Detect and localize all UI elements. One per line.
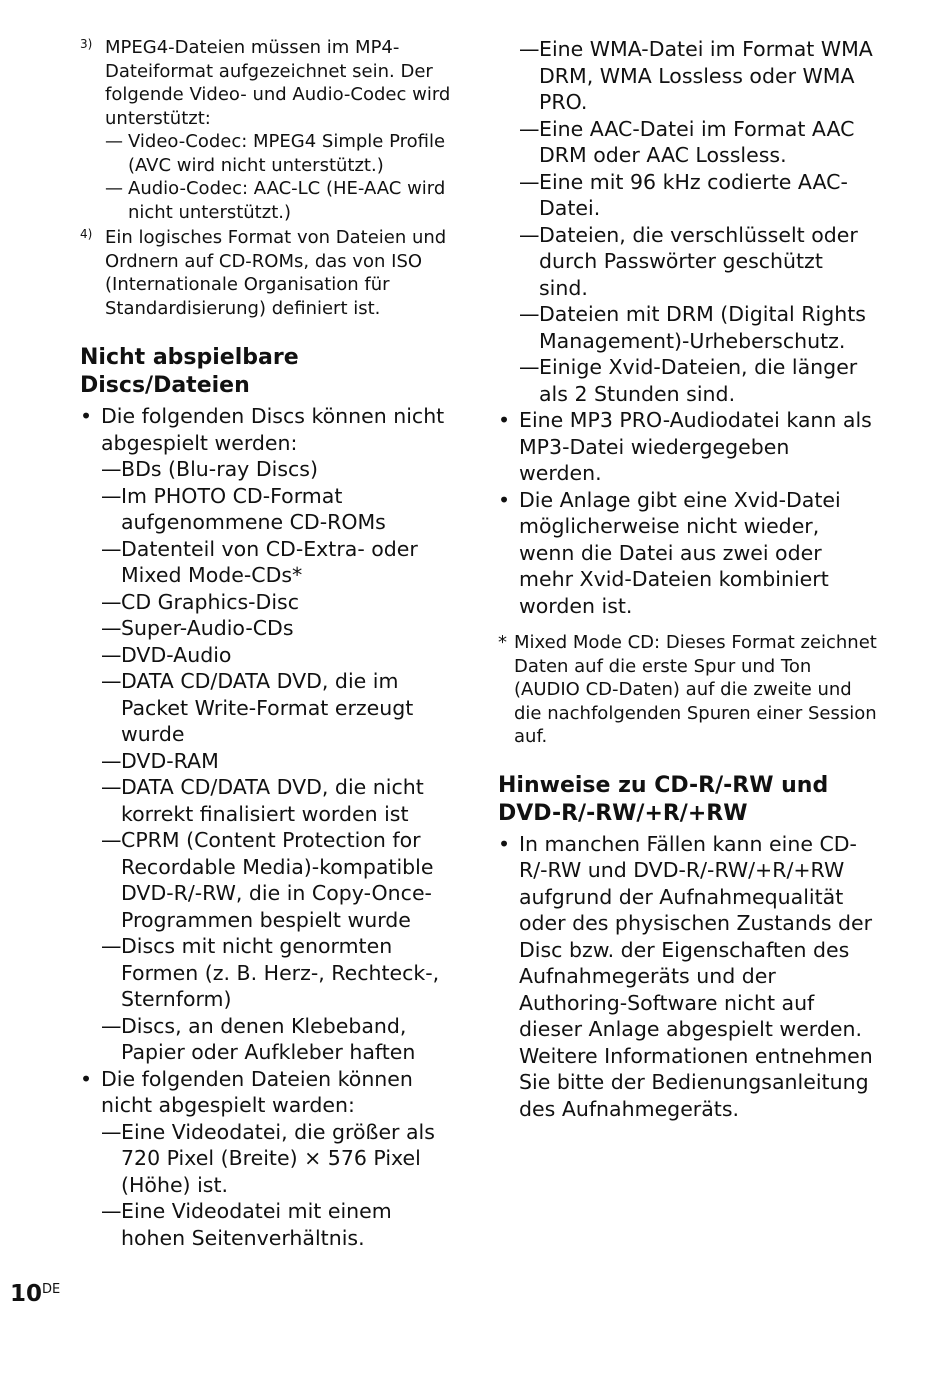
bullet-item (80, 403, 460, 1066)
footnote-text: MPEG4-Dateien müssen im MP4-Dateiformat aufgezeichnet sein. Der folgende Video- und Audio-Codec wird unterstützt: (105, 37, 451, 129)
page-number (10, 1281, 60, 1307)
bullet-item (498, 407, 878, 487)
list-item: — DVD-Audio (101, 642, 460, 669)
list-item: — Einige Xvid-Dateien, die länger als 2 Stunden sind. (519, 354, 878, 407)
bullet-marker: • (498, 831, 511, 856)
section-heading-line: DVD-R/-RW/+R/+RW (498, 800, 748, 826)
list-item: — Datenteil von CD-Extra- oder Mixed Mode-CDs* (101, 536, 460, 589)
list-item: — DATA CD/DATA DVD, die im Packet Write-Format erzeugt wurde (101, 668, 460, 748)
footnote-mark: 4) (80, 227, 93, 241)
list-item: — DVD-RAM (101, 748, 460, 775)
right-column (498, 36, 878, 1122)
bullet-marker: • (80, 404, 93, 428)
footnote-text: Mixed Mode CD: Dieses Format zeichnet Daten auf die erste Spur und Ton (AUDIO CD-Daten) auf die zweite und die nachfolgenden Spuren einer Session auf. (514, 632, 877, 747)
list-item: — Eine Videodatei mit einem hohen Seitenverhältnis. (101, 1198, 460, 1251)
list-item: — CPRM (Content Protection for Recordable Media)-kompatible DVD-R/-RW, die in Copy-Once-Programmen bespielt wurde (101, 827, 460, 933)
bullet-marker: • (498, 487, 511, 512)
list-item: — Eine AAC-Datei im Format AAC DRM oder AAC Lossless. (519, 116, 878, 169)
page-number-value: 10 (10, 1281, 43, 1307)
bullet-marker: • (498, 408, 511, 432)
bullet-marker: • (80, 1066, 93, 1091)
section-heading-line: Hinweise zu CD-R/-RW und (498, 772, 829, 798)
list-item: — CD Graphics-Disc (101, 589, 460, 616)
list-item: — Discs mit nicht genormten Formen (z. B. Herz-, Rechteck-, Sternform) (101, 933, 460, 1013)
bullet-text: Die folgenden Dateien können nicht abgespielt warden: (101, 1066, 413, 1117)
list-item: — Eine Videodatei, die größer als 720 Pixel (Breite) × 576 Pixel (Höhe) ist. (101, 1119, 460, 1199)
bullet-text: Eine MP3 PRO-Audiodatei kann als MP3-Datei wiedergegeben werden. (519, 408, 872, 485)
bullet-item (498, 831, 878, 1123)
list-item: — Dateien mit DRM (Digital Rights Management)-Urheberschutz. (519, 301, 878, 354)
list-item: — Eine WMA-Datei im Format WMA DRM, WMA Lossless oder WMA PRO. (519, 36, 878, 116)
bullet-text: Die folgenden Discs können nicht abgespielt werden: (101, 404, 445, 455)
section-heading: Nicht abspielbare Discs/Dateien (80, 345, 299, 398)
page-language-code: DE (42, 1282, 61, 1297)
list-item: — BDs (Blu-ray Discs) (101, 456, 460, 483)
footnote-text: Ein logisches Format von Dateien und Ordnern auf CD-ROMs, das von ISO (Internationale Organisation für Standardisierung) definiert ist. (105, 227, 447, 319)
footnote-star (498, 631, 878, 749)
bullet-text: In manchen Fällen kann eine CD-R/-RW und DVD-R/-RW/+R/+RW aufgrund der Aufnahmequalität oder des physischen Zustands der Disc bzw. der Eigenschaften des Aufnahmegeräts und der Authoring-Software nicht auf dieser Anlage abgespielt werden. Weitere Informationen entnehmen Sie bitte der Bedienungsanleitung des Aufnahmegeräts. (519, 831, 873, 1121)
footnote-4 (80, 226, 460, 320)
left-column (80, 0, 460, 1251)
list-item: — Discs, an denen Klebeband, Papier oder Aufkleber haften (101, 1013, 460, 1066)
footnote-mark: * (498, 632, 507, 653)
bullet-item (498, 487, 878, 620)
bullet-item (80, 1066, 460, 1252)
footnote-list-item: — Audio-Codec: AAC-LC (HE-AAC wird nicht unterstützt.) (105, 177, 460, 224)
footnote-3 (80, 36, 460, 224)
list-item: — DATA CD/DATA DVD, die nicht korrekt finalisiert worden ist (101, 774, 460, 827)
list-item: — Dateien, die verschlüsselt oder durch Passwörter geschützt sind. (519, 222, 878, 302)
section-heading (498, 772, 878, 828)
bullet-text: Die Anlage gibt eine Xvid-Datei möglicherweise nicht wieder, wenn die Datei aus zwei oder mehr Xvid-Dateien kombiniert worden ist. (519, 487, 841, 618)
footnote-list-item: — Video-Codec: MPEG4 Simple Profile (AVC wird nicht unterstützt.) (105, 130, 460, 177)
bullet-continuation (498, 36, 878, 407)
footnote-mark: 3) (80, 37, 93, 51)
list-item: — Super-Audio-CDs (101, 615, 460, 642)
list-item: — Eine mit 96 kHz codierte AAC-Datei. (519, 169, 878, 222)
list-item: — Im PHOTO CD-Format aufgenommene CD-ROMs (101, 483, 460, 536)
